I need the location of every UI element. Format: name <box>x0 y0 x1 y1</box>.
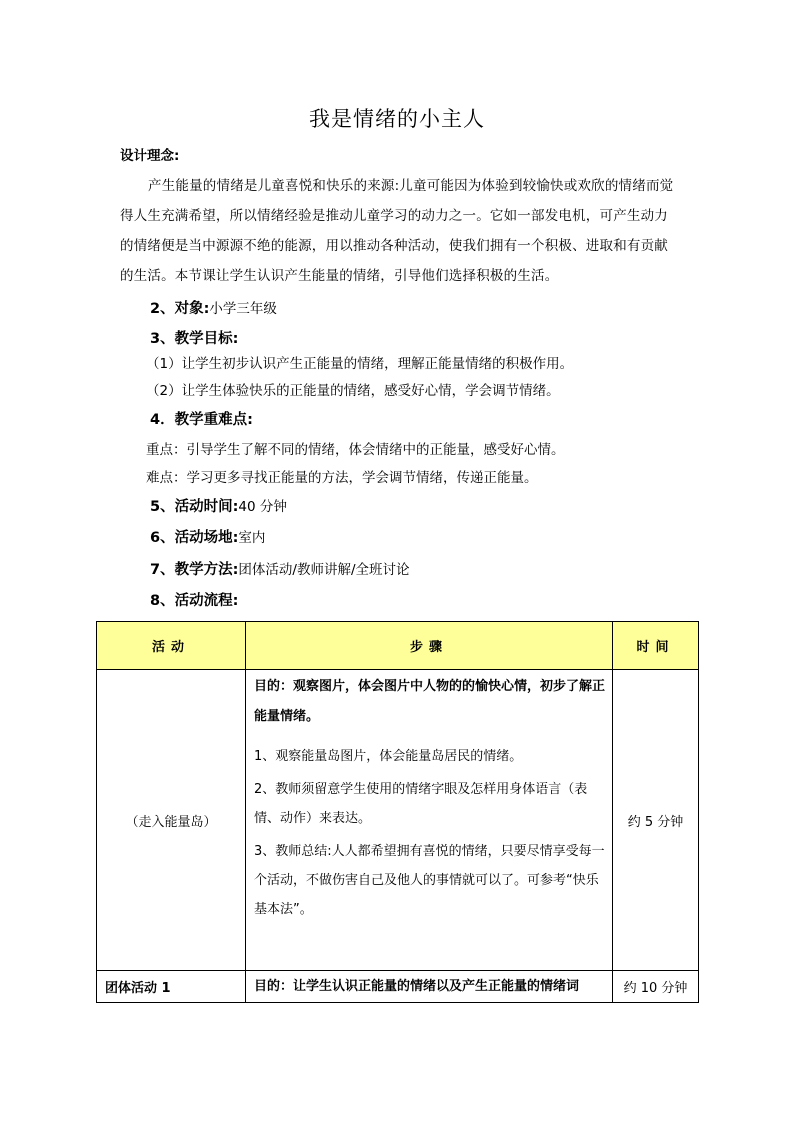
row-activity: 团体活动 1 <box>97 971 246 1003</box>
target-label: 2、对象: <box>150 301 210 317</box>
header-time: 时间 <box>613 622 699 670</box>
row-time: 约 5 分钟 <box>613 670 699 971</box>
time-value: 40 分钟 <box>238 499 287 515</box>
target-line <box>150 299 277 319</box>
place-label: 6、活动场地: <box>150 530 239 546</box>
difficult-point: 难点：学习更多寻找正能量的方法，学会调节情绪，传递正能量。 <box>146 470 538 486</box>
place-value: 室内 <box>238 530 266 546</box>
design-paragraph: 产生能量的情绪是儿童喜悦和快乐的来源:儿童可能因为体验到较愉快或欢欣的情绪而觉得人生充满希望，所以情绪经验是推动儿童学习的动力之一。它如一部发电机，可产生动力的情绪便是当中源源不绝的能源，用以推动各种活动，使我们拥有一个积极、进取和有贡献的生活。本节课让学生认识产生能量的情绪，引导他们选择积极的生活。 <box>120 178 674 284</box>
design-heading: 设计理念: <box>120 148 180 164</box>
table-row <box>97 670 699 971</box>
time-label: 5、活动时间: <box>150 499 239 515</box>
row-time: 约 10 分钟 <box>613 971 699 1003</box>
document-title: 我是情绪的小主人 <box>309 107 485 131</box>
row-goal: 目的：让学生认识正能量的情绪以及产生正能量的情绪词 <box>254 978 580 994</box>
goal-item-1: （1）让学生初步认识产生正能量的情绪，理解正能量情绪的积极作用。 <box>146 356 574 372</box>
target-value: 小学三年级 <box>209 301 277 317</box>
key-point: 重点：引导学生了解不同的情绪，体会情绪中的正能量，感受好心情。 <box>146 442 565 458</box>
goal-item-2: （2）让学生体验快乐的正能量的情绪，感受好心情，学会调节情绪。 <box>146 383 560 399</box>
row-goal: 目的：观察图片，体会图片中人物的的愉快心情，初步了解正能量情绪。 <box>254 679 606 724</box>
row-activity: （走入能量岛） <box>97 670 246 971</box>
row-steps <box>246 670 613 971</box>
place-line <box>150 528 265 548</box>
process-label: 8、活动流程: <box>150 593 239 609</box>
goals-label: 3、教学目标: <box>150 331 239 347</box>
method-line <box>150 560 410 580</box>
step-item: 1、观察能量岛图片，体会能量岛居民的情绪。 <box>254 749 523 764</box>
keypoints-label: 4．教学重难点: <box>150 412 253 428</box>
header-steps: 步骤 <box>246 622 613 670</box>
step-item: 2、教师须留意学生使用的情绪字眼及怎样用身体语言（表情、动作）来表达。 <box>254 782 588 826</box>
time-line <box>150 497 287 517</box>
method-value: 团体活动/教师讲解/全班讨论 <box>238 562 410 578</box>
table-row <box>97 971 699 1003</box>
table-header-row <box>97 622 699 670</box>
header-activity: 活动 <box>97 622 246 670</box>
step-item: 3、教师总结:人人都希望拥有喜悦的情绪，只要尽情享受每一个活动，不做伤害自己及他人的事情就可以了。可参考“快乐基本法”。 <box>254 844 605 917</box>
row-steps <box>246 971 613 1003</box>
activity-flow-table <box>96 621 699 1003</box>
method-label: 7、教学方法: <box>150 562 239 578</box>
